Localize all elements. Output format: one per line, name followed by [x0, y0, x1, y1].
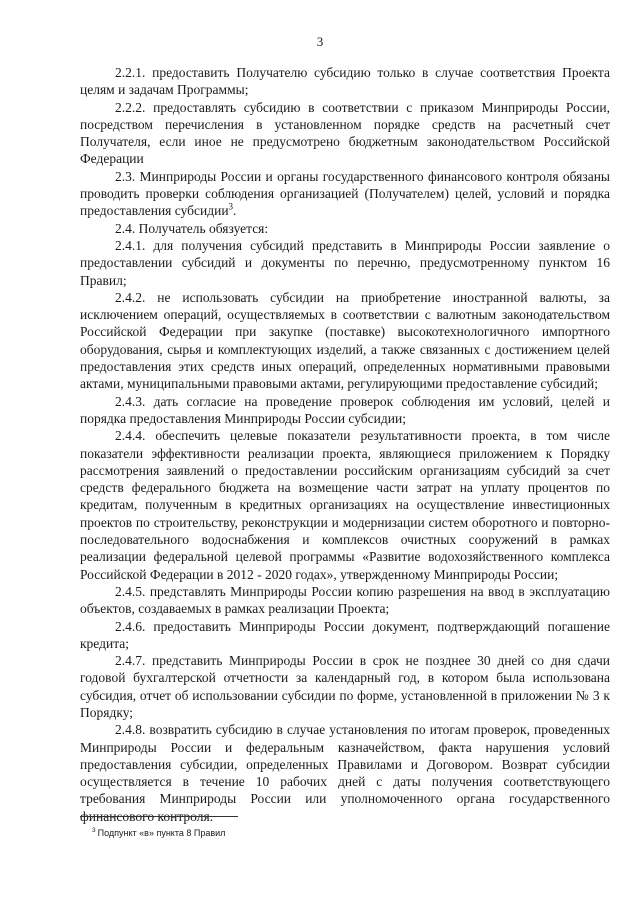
paragraph-2-4-7: 2.4.7. представить Минприроды России в срок не позднее 30 дней со дня сдачи годовой бухгалтерской отчетности за календарный год, в котором была использована субсидия, отчет об использовании субсидии по форме, установленной в приложении № 3 к Порядку;	[80, 653, 610, 720]
paragraph-2-4-1: 2.4.1. для получения субсидий представить в Минприроды России заявление о предоставлении субсидий и документы по перечню, предусмотренному пунктом 16 Правил;	[80, 237, 610, 288]
body-text	[80, 64, 610, 825]
footnote-reference: 3	[228, 201, 234, 212]
paragraph-2-4-3: 2.4.3. дать согласие на проведение проверок соблюдения им условий, целей и порядка предоставления Минприроды России субсидии;	[80, 393, 610, 426]
paragraph-2-4-5: 2.4.5. представлять Минприроды России копию разрешения на ввод в эксплуатацию объектов, создаваемых в рамках реализации Проекта;	[80, 583, 610, 617]
paragraph-2-4-6: 2.4.6. предоставить Минприроды России документ, подтверждающий погашение кредита;	[80, 618, 610, 651]
paragraph-2-4-4: 2.4.4. обеспечить целевые показатели результативности проекта, в том числе показатели эффективности реализации проекта, являющиеся приложением к Порядку рассмотрения заявлений о предоставлении российским организациям субсидий за счет средств федерального бюджета на возмещение части затрат на уплату процентов по кредитам, полученным в кредитных организациях на осуществление инвестиционных проектов по строительству, реконструкции и модернизации систем оборотного и повторно-последовательного водоснабжения и комплексов очистных сооружений в рамках реализации федеральной целевой программы «Развитие водохозяйственного комплекса Российской Федерации в 2012 - 2020 годах», утвержденному Минприроды России;	[80, 428, 610, 582]
footnote	[92, 827, 592, 839]
footnote-text: Подпункт «в» пункта 8 Правил	[97, 828, 226, 838]
paragraph-2-2-1: 2.2.1. предоставить Получателю субсидию только в случае соответствия Проекта целям и задачам Программы;	[80, 65, 610, 98]
footnote-divider	[80, 816, 238, 817]
paragraph-2-3: 2.3. Минприроды России и органы государственного финансового контроля обязаны проводить проверки соблюдения организацией (Получателем) целей, условий и порядка предоставления субсидии$^3$.	[80, 168, 610, 219]
page-number: 3	[316, 34, 324, 49]
paragraph-2-2-2: 2.2.2. предоставлять субсидию в соответствии с приказом Минприроды России, посредством перечисления в установленном порядке средств на расчетный счет Получателя, если иное не предусмотрено бюджетным законодательством Российской Федерации	[80, 99, 610, 167]
paragraph-2-4-2: 2.4.2. не использовать субсидии на приобретение иностранной валюты, за исключением операций, осуществляемых в соответствии с валютным законодательством Российской Федерации при закупке (поставке) высокотехнологичного импортного оборудования, сырья и комплектующих изделий, а также связанных с достижением целей предоставления этих средств иных операций, определенных нормативными правовыми актами, муниципальными правовыми актами, регулирующими предоставление субсидий;	[80, 289, 610, 392]
footnote-marker: 3	[92, 827, 96, 834]
paragraph-2-4: 2.4. Получатель обязуется:	[115, 220, 269, 236]
paragraph-2-4-8: 2.4.8. возвратить субсидию в случае установления по итогам проверок, проведенных Минприроды России и федеральным казначейством, факта нарушения условий предоставления субсидии, определенных Правилами и Договором. Возврат субсидии осуществляется в течение 10 рабочих дней с даты получения соответствующего требования Минприроды России или уполномоченного органа государственного финансового контроля.	[80, 722, 610, 824]
